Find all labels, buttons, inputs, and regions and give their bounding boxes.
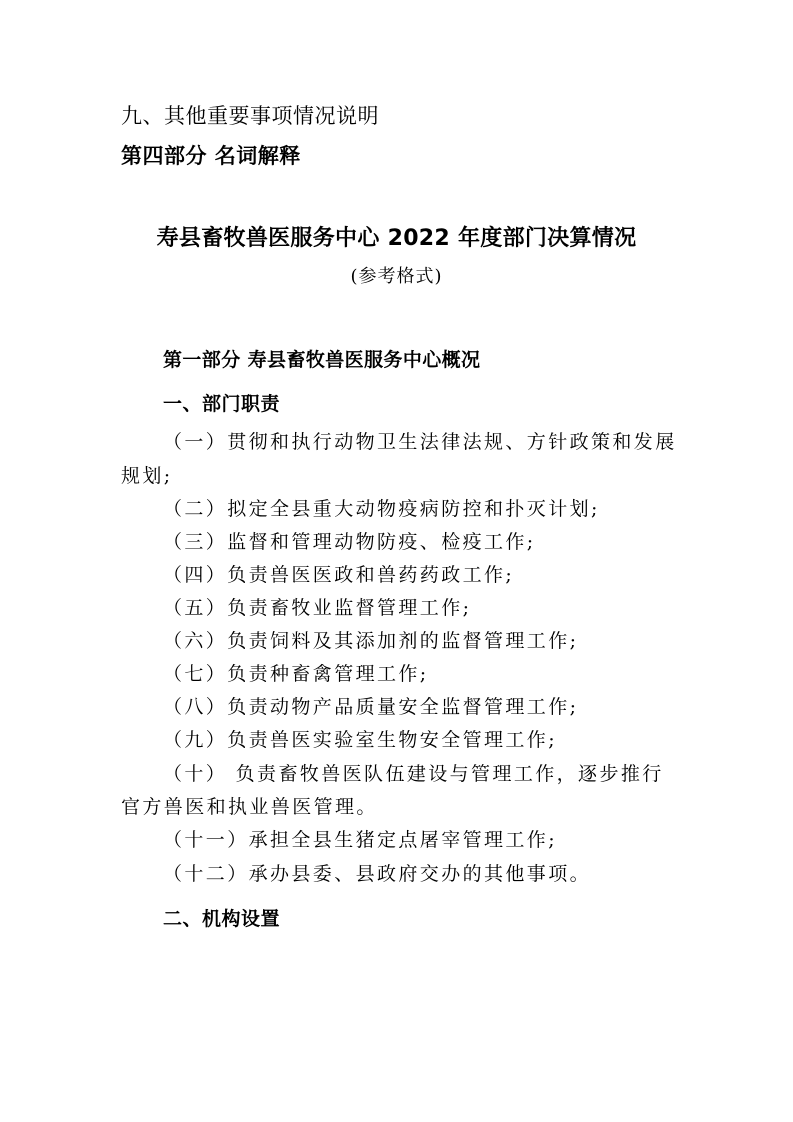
previous-list-item: 九、其他重要事项情况说明 — [121, 104, 379, 128]
duty-item-5: （五）负责畜牧业监督管理工作; — [163, 597, 472, 619]
duty-item-11: （十一）承担全县生猪定点屠宰管理工作; — [163, 829, 558, 851]
section-heading-organization: 二、机构设置 — [163, 908, 281, 930]
duty-item-7: （七）负责种畜禽管理工作; — [163, 663, 429, 685]
duty-item-4: （四）负责兽医医政和兽药药政工作; — [163, 564, 515, 586]
duty-item-1-continued: 规划; — [121, 465, 173, 487]
duty-item-3: （三）监督和管理动物防疫、检疫工作; — [163, 531, 536, 553]
part4-heading: 第四部分 名词解释 — [121, 144, 301, 168]
document-title: 寿县畜牧兽医服务中心 2022 年度部门决算情况 — [156, 226, 637, 251]
duty-item-6: （六）负责饲料及其添加剂的监督管理工作; — [163, 630, 579, 652]
document-subtitle: (参考格式) — [350, 266, 443, 287]
duty-item-2: （二）拟定全县重大动物疫病防控和扑灭计划; — [163, 498, 600, 520]
duty-item-10-continued: 官方兽医和执业兽医管理。 — [121, 796, 378, 818]
duty-item-9: （九）负责兽医实验室生物安全管理工作; — [163, 729, 558, 751]
duty-item-1: （一）贯彻和执行动物卫生法律法规、方针政策和发展 — [163, 431, 677, 453]
duty-item-10: （十） 负责畜牧兽医队伍建设与管理工作，逐步推行 — [163, 763, 664, 785]
duty-item-8: （八）负责动物产品质量安全监督管理工作; — [163, 696, 579, 718]
duty-item-12: （十二）承办县委、县政府交办的其他事项。 — [163, 863, 592, 885]
part1-heading: 第一部分 寿县畜牧兽医服务中心概况 — [163, 349, 481, 371]
section-heading-duties: 一、部门职责 — [163, 393, 281, 415]
